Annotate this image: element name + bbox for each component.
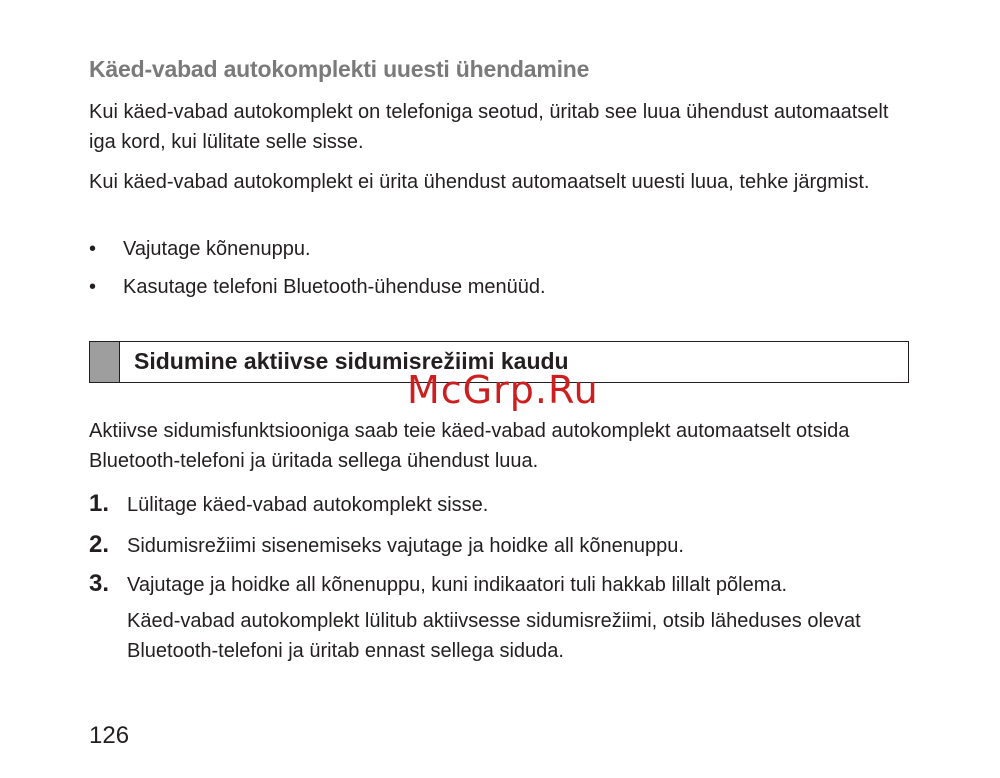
paragraph-active-pairing: Aktiivse sidumisfunktsiooniga saab teie käed-vabad autokomplekt automaatselt otsida Bluetooth-telefoni ja üritada sellega ühendust luua. xyxy=(89,420,850,472)
section-title: Sidumine aktiivse sidumisrežiimi kaudu xyxy=(134,348,569,374)
step-number: 2. xyxy=(89,531,110,558)
bullet-item xyxy=(89,234,311,264)
section-tab-marker xyxy=(90,342,120,382)
bullet-text: Kasutage telefoni Bluetooth-ühenduse menüüd. xyxy=(123,276,546,298)
step-item xyxy=(89,530,684,561)
step-number: 1. xyxy=(89,490,110,517)
page-number: 126 xyxy=(89,722,130,749)
bullet-marker: • xyxy=(89,238,97,260)
step-text: Sidumisrežiimi sisenemiseks vajutage ja hoidke all kõnenuppu. xyxy=(127,535,684,557)
step-text: Lülitage käed-vabad autokomplekt sisse. xyxy=(127,494,489,516)
step-text: Vajutage ja hoidke all kõnenuppu, kuni indikaatori tuli hakkab lillalt põlema. xyxy=(127,574,788,596)
bullet-marker: • xyxy=(89,276,97,298)
paragraph-manual-connect: Kui käed-vabad autokomplekt ei ürita ühendust automaatselt uuesti luua, tehke järgmist. xyxy=(89,171,870,193)
bullet-text: Vajutage kõnenuppu. xyxy=(123,238,311,260)
step-3-explanation: Käed-vabad autokomplekt lülitub aktiivsesse sidumisrežiimi, otsib läheduses olevat Bluetooth-telefoni ja üritab ennast sellega siduda. xyxy=(127,610,861,662)
section-heading-reconnect: Käed-vabad autokomplekti uuesti ühendamine xyxy=(89,56,590,82)
paragraph-auto-connect: Kui käed-vabad autokomplekt on telefoniga seotud, üritab see luua ühendust automaatselt iga kord, kui lülitate selle sisse. xyxy=(89,101,889,153)
step-item xyxy=(89,489,488,520)
watermark: McGrp.Ru xyxy=(407,368,599,412)
bullet-item xyxy=(89,272,546,302)
step-number: 3. xyxy=(89,570,110,597)
step-item xyxy=(89,569,787,600)
